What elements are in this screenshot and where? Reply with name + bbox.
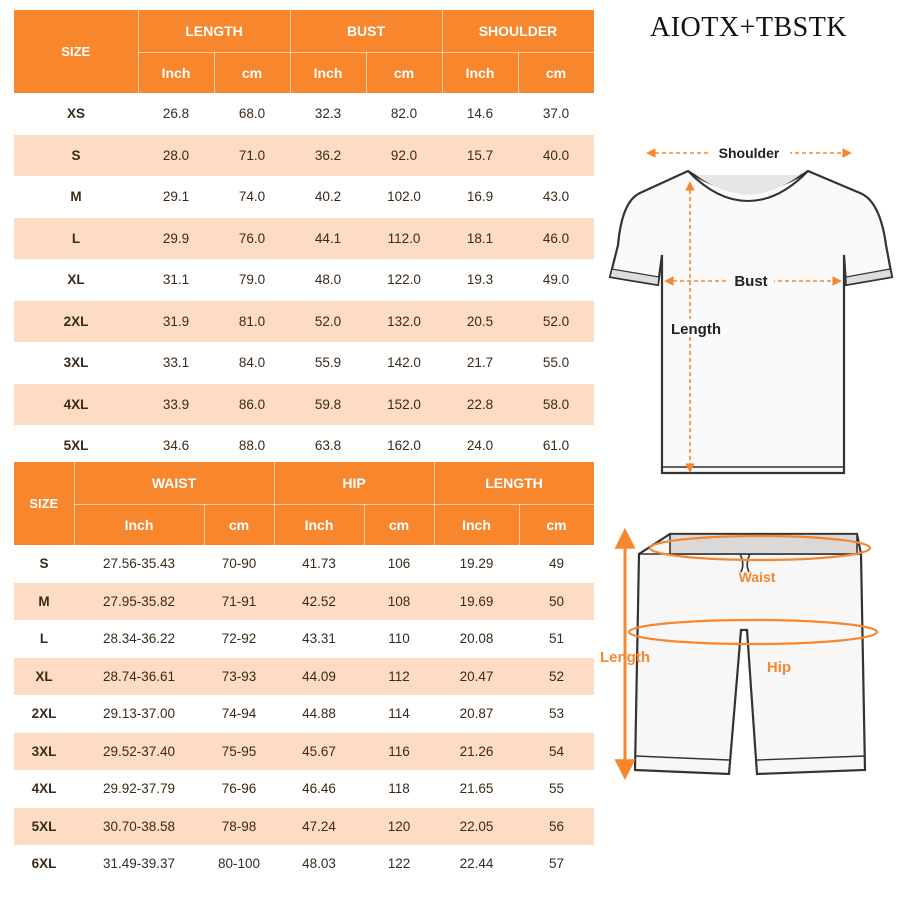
value-cell: 80-100 — [204, 845, 274, 883]
value-cell: 43.0 — [518, 176, 594, 218]
table-row — [14, 808, 594, 846]
table-row — [14, 135, 594, 177]
value-cell: 56 — [519, 808, 594, 846]
value-cell: 78-98 — [204, 808, 274, 846]
size-cell: S — [14, 545, 74, 583]
value-cell: 108 — [364, 583, 434, 621]
unit-header: Inch — [274, 505, 364, 546]
value-cell: 92.0 — [366, 135, 442, 177]
value-cell: 71.0 — [214, 135, 290, 177]
value-cell: 29.13-37.00 — [74, 695, 204, 733]
table-row — [14, 620, 594, 658]
value-cell: 162.0 — [366, 425, 442, 467]
value-cell: 44.1 — [290, 218, 366, 260]
value-cell: 52.0 — [290, 301, 366, 343]
bottom-size-table — [14, 462, 595, 883]
value-cell: 22.05 — [434, 808, 519, 846]
value-cell: 73-93 — [204, 658, 274, 696]
size-cell: 5XL — [14, 425, 138, 467]
value-cell: 27.56-35.43 — [74, 545, 204, 583]
value-cell: 21.26 — [434, 733, 519, 771]
value-cell: 21.7 — [442, 342, 518, 384]
value-cell: 82.0 — [366, 93, 442, 135]
unit-header: cm — [519, 505, 594, 546]
value-cell: 76.0 — [214, 218, 290, 260]
value-cell: 44.09 — [274, 658, 364, 696]
value-cell: 118 — [364, 770, 434, 808]
size-cell: M — [14, 176, 138, 218]
value-cell: 81.0 — [214, 301, 290, 343]
value-cell: 79.0 — [214, 259, 290, 301]
value-cell: 19.29 — [434, 545, 519, 583]
value-cell: 31.49-39.37 — [74, 845, 204, 883]
unit-header: cm — [204, 505, 274, 546]
unit-header: Inch — [434, 505, 519, 546]
value-cell: 31.9 — [138, 301, 214, 343]
value-cell: 68.0 — [214, 93, 290, 135]
size-cell: XL — [14, 658, 74, 696]
value-cell: 47.24 — [274, 808, 364, 846]
value-cell: 36.2 — [290, 135, 366, 177]
value-cell: 20.47 — [434, 658, 519, 696]
table-row — [14, 733, 594, 771]
value-cell: 132.0 — [366, 301, 442, 343]
size-cell: 4XL — [14, 384, 138, 426]
value-cell: 20.5 — [442, 301, 518, 343]
table-row — [14, 384, 594, 426]
waist-label: Waist — [738, 569, 776, 585]
unit-header: cm — [518, 53, 594, 94]
shorts-diagram — [595, 520, 890, 790]
value-cell: 112 — [364, 658, 434, 696]
value-cell: 24.0 — [442, 425, 518, 467]
value-cell: 22.8 — [442, 384, 518, 426]
size-cell: XS — [14, 93, 138, 135]
value-cell: 58.0 — [518, 384, 594, 426]
size-cell: 5XL — [14, 808, 74, 846]
size-cell: 2XL — [14, 301, 138, 343]
size-cell: L — [14, 620, 74, 658]
length-header: LENGTH — [138, 10, 290, 53]
size-cell: L — [14, 218, 138, 260]
shoulder-label: Shoulder — [718, 145, 780, 161]
shoulder-header: SHOULDER — [442, 10, 594, 53]
value-cell: 46.0 — [518, 218, 594, 260]
bust-header: BUST — [290, 10, 442, 53]
value-cell: 52 — [519, 658, 594, 696]
shorts-length-label: Length — [600, 649, 650, 666]
value-cell: 49 — [519, 545, 594, 583]
table-row — [14, 259, 594, 301]
unit-header: cm — [366, 53, 442, 94]
value-cell: 114 — [364, 695, 434, 733]
value-cell: 48.0 — [290, 259, 366, 301]
value-cell: 19.3 — [442, 259, 518, 301]
waist-header: WAIST — [74, 462, 274, 505]
tshirt-outline — [610, 171, 892, 473]
value-cell: 55 — [519, 770, 594, 808]
value-cell: 55.0 — [518, 342, 594, 384]
size-cell: 2XL — [14, 695, 74, 733]
value-cell: 19.69 — [434, 583, 519, 621]
table-row — [14, 342, 594, 384]
value-cell: 40.2 — [290, 176, 366, 218]
value-cell: 34.6 — [138, 425, 214, 467]
table-row — [14, 93, 594, 135]
table-row — [14, 218, 594, 260]
value-cell: 28.34-36.22 — [74, 620, 204, 658]
value-cell: 42.52 — [274, 583, 364, 621]
unit-header: cm — [214, 53, 290, 94]
value-cell: 15.7 — [442, 135, 518, 177]
size-cell: S — [14, 135, 138, 177]
value-cell: 33.9 — [138, 384, 214, 426]
value-cell: 54 — [519, 733, 594, 771]
value-cell: 84.0 — [214, 342, 290, 384]
value-cell: 43.31 — [274, 620, 364, 658]
value-cell: 51 — [519, 620, 594, 658]
hip-header: HIP — [274, 462, 434, 505]
unit-header: Inch — [74, 505, 204, 546]
hip-label: Hip — [766, 659, 792, 676]
value-cell: 72-92 — [204, 620, 274, 658]
value-cell: 20.87 — [434, 695, 519, 733]
value-cell: 28.74-36.61 — [74, 658, 204, 696]
value-cell: 110 — [364, 620, 434, 658]
value-cell: 76-96 — [204, 770, 274, 808]
value-cell: 57 — [519, 845, 594, 883]
unit-header: Inch — [442, 53, 518, 94]
table-row — [14, 583, 594, 621]
table-row — [14, 176, 594, 218]
size-cell: 6XL — [14, 845, 74, 883]
value-cell: 48.03 — [274, 845, 364, 883]
value-cell: 29.92-37.79 — [74, 770, 204, 808]
value-cell: 55.9 — [290, 342, 366, 384]
value-cell: 74.0 — [214, 176, 290, 218]
value-cell: 86.0 — [214, 384, 290, 426]
value-cell: 41.73 — [274, 545, 364, 583]
value-cell: 46.46 — [274, 770, 364, 808]
value-cell: 70-90 — [204, 545, 274, 583]
value-cell: 44.88 — [274, 695, 364, 733]
value-cell: 22.44 — [434, 845, 519, 883]
value-cell: 18.1 — [442, 218, 518, 260]
value-cell: 75-95 — [204, 733, 274, 771]
value-cell: 50 — [519, 583, 594, 621]
value-cell: 122.0 — [366, 259, 442, 301]
value-cell: 30.70-38.58 — [74, 808, 204, 846]
unit-header: Inch — [290, 53, 366, 94]
value-cell: 142.0 — [366, 342, 442, 384]
bust-label: Bust — [734, 273, 768, 290]
value-cell: 71-91 — [204, 583, 274, 621]
value-cell: 102.0 — [366, 176, 442, 218]
size-cell: 4XL — [14, 770, 74, 808]
value-cell: 59.8 — [290, 384, 366, 426]
table-row — [14, 845, 594, 883]
value-cell: 53 — [519, 695, 594, 733]
value-cell: 88.0 — [214, 425, 290, 467]
table-row — [14, 425, 594, 467]
size-header: SIZE — [14, 10, 138, 93]
value-cell: 33.1 — [138, 342, 214, 384]
value-cell: 37.0 — [518, 93, 594, 135]
value-cell: 106 — [364, 545, 434, 583]
value-cell: 112.0 — [366, 218, 442, 260]
value-cell: 32.3 — [290, 93, 366, 135]
tshirt-diagram — [600, 135, 895, 485]
value-cell: 29.52-37.40 — [74, 733, 204, 771]
size-cell: XL — [14, 259, 138, 301]
value-cell: 52.0 — [518, 301, 594, 343]
table-row — [14, 695, 594, 733]
value-cell: 152.0 — [366, 384, 442, 426]
value-cell: 26.8 — [138, 93, 214, 135]
value-cell: 20.08 — [434, 620, 519, 658]
table-row — [14, 658, 594, 696]
table-row — [14, 301, 594, 343]
size-cell: M — [14, 583, 74, 621]
length-label: Length — [671, 321, 721, 338]
value-cell: 16.9 — [442, 176, 518, 218]
value-cell: 63.8 — [290, 425, 366, 467]
value-cell: 28.0 — [138, 135, 214, 177]
value-cell: 116 — [364, 733, 434, 771]
value-cell: 45.67 — [274, 733, 364, 771]
value-cell: 122 — [364, 845, 434, 883]
size-header: SIZE — [14, 462, 74, 545]
value-cell: 49.0 — [518, 259, 594, 301]
value-cell: 14.6 — [442, 93, 518, 135]
value-cell: 27.95-35.82 — [74, 583, 204, 621]
top-size-table — [14, 10, 595, 467]
table-row — [14, 545, 594, 583]
value-cell: 40.0 — [518, 135, 594, 177]
unit-header: cm — [364, 505, 434, 546]
value-cell: 120 — [364, 808, 434, 846]
table-row — [14, 770, 594, 808]
size-cell: 3XL — [14, 733, 74, 771]
value-cell: 61.0 — [518, 425, 594, 467]
size-cell: 3XL — [14, 342, 138, 384]
value-cell: 31.1 — [138, 259, 214, 301]
brand-title: AIOTX+TBSTK — [650, 12, 848, 43]
value-cell: 21.65 — [434, 770, 519, 808]
value-cell: 74-94 — [204, 695, 274, 733]
unit-header: Inch — [138, 53, 214, 94]
value-cell: 29.9 — [138, 218, 214, 260]
value-cell: 29.1 — [138, 176, 214, 218]
length-header: LENGTH — [434, 462, 594, 505]
